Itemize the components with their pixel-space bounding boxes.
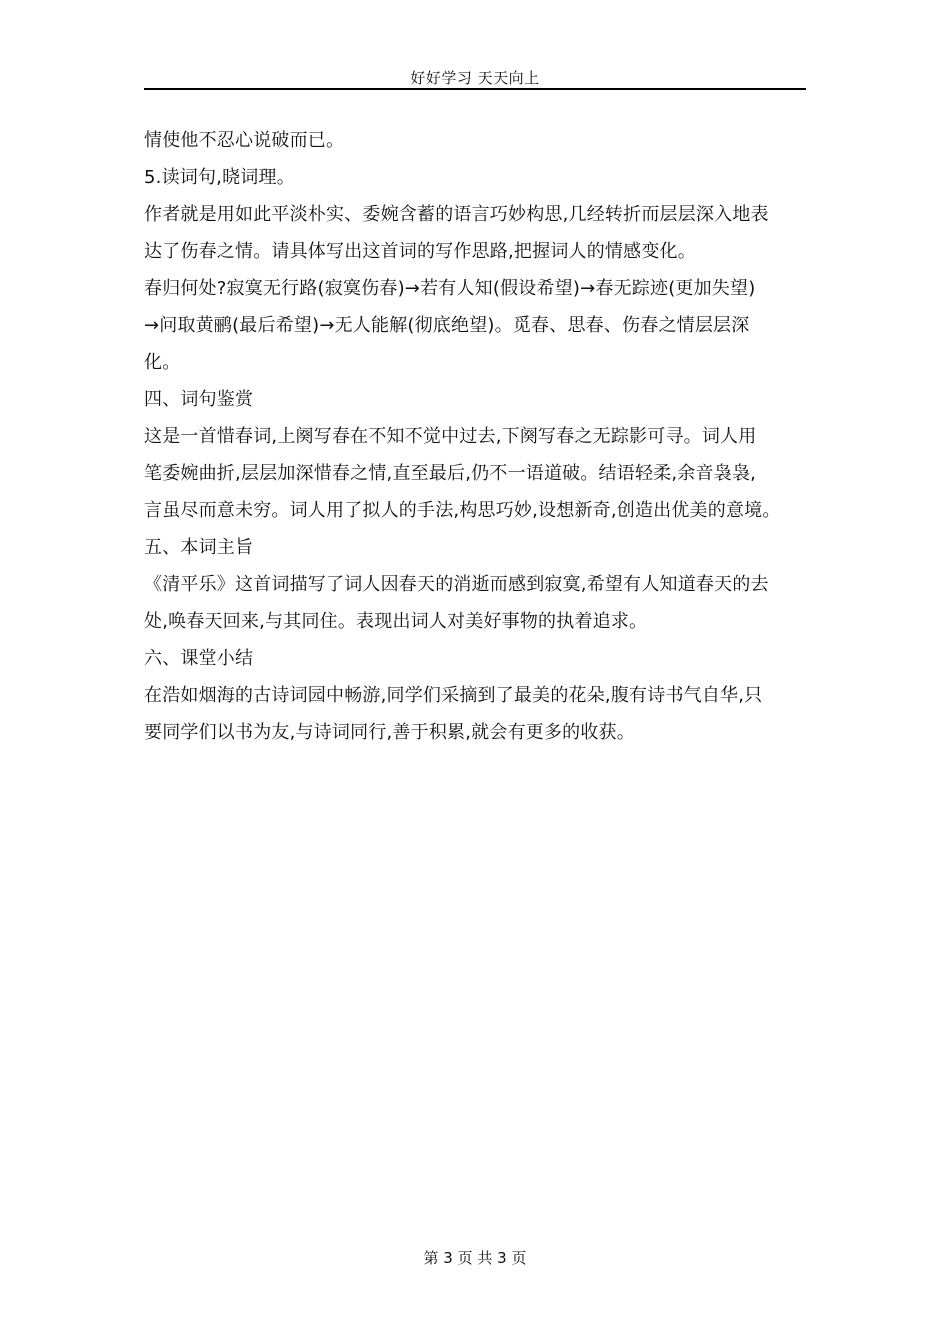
- section-heading-summary: 六、课堂小结: [144, 648, 254, 669]
- body-line: 《清平乐》这首词描写了词人因春天的消逝而感到寂寞,希望有人知道春天的去: [144, 574, 769, 595]
- body-line: 处,唤春天回来,与其同住。表现出词人对美好事物的执着追求。: [144, 611, 648, 632]
- body-line: 在浩如烟海的古诗词园中畅游,同学们采摘到了最美的花朵,腹有诗书气自华,只: [144, 685, 763, 706]
- body-line: 要同学们以书为友,与诗词同行,善于积累,就会有更多的收获。: [144, 722, 635, 743]
- section-heading-5: 5.读词句,晓词理。: [144, 167, 295, 188]
- body-line: 言虽尽而意未穷。词人用了拟人的手法,构思巧妙,设想新奇,创造出优美的意境。: [144, 500, 781, 521]
- body-line: 作者就是用如此平淡朴实、委婉含蓄的语言巧妙构思,几经转折而层层深入地表: [144, 204, 769, 225]
- document-body: [144, 122, 810, 751]
- body-line: 化。: [144, 352, 181, 373]
- body-line: →问取黄鹂(最后希望)→无人能解(彻底绝望)。觅春、思春、伤春之情层层深: [144, 315, 750, 336]
- body-line: 情使他不忍心说破而已。: [144, 130, 345, 151]
- body-line: 达了伤春之情。请具体写出这首词的写作思路,把握词人的情感变化。: [144, 241, 696, 262]
- body-line: 笔委婉曲折,层层加深惜春之情,直至最后,仍不一语道破。结语轻柔,余音袅袅,: [144, 463, 757, 484]
- body-line: 这是一首惜春词,上阕写春在不知不觉中过去,下阕写春之无踪影可寻。词人用: [144, 426, 757, 447]
- section-heading-appreciation: 四、词句鉴赏: [144, 389, 254, 410]
- body-line: 春归何处?寂寞无行路(寂寞伤春)→若有人知(假设希望)→春无踪迹(更加失望): [144, 278, 756, 299]
- section-heading-theme: 五、本词主旨: [144, 537, 254, 558]
- header-divider: [144, 88, 806, 90]
- page-number: 第 3 页 共 3 页: [423, 1249, 527, 1267]
- page-header-title: 好好学习 天天向上: [410, 69, 540, 87]
